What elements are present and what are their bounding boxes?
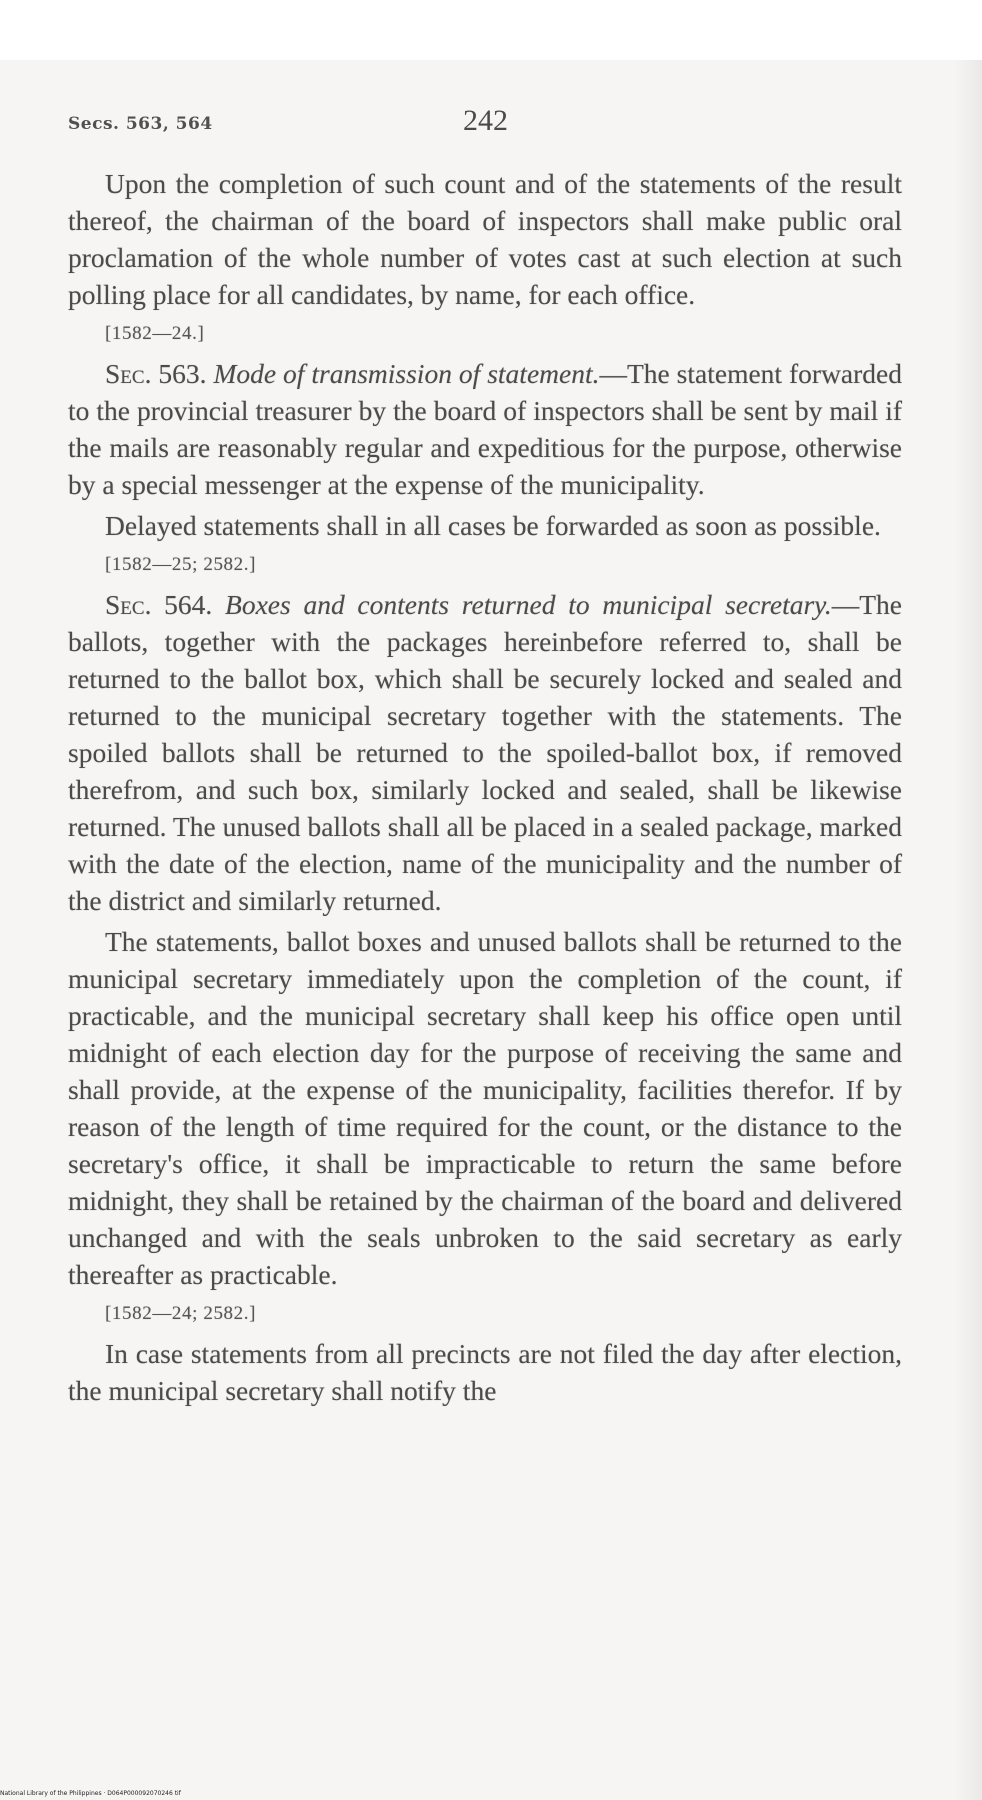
section-label: Sec. 564.	[105, 589, 213, 620]
paragraph-return-timing: The statements, ballot boxes and unused ballots shall be returned to the municipal secretary immediately upon the completion of the count, if practicable, and the municipal secretary shall keep his office open until midnight of each election day for the purpose of receiving the same and shall provide, at the expense of the municipality, facilities therefor. If by reason of the length of time required for the count, or the distance to the secretary's office, it shall be impracticable to return the same before midnight, they shall be retained by the chairman of the board and delivered unchanged and with the seals unbroken to the said secretary as early thereafter as practicable.	[68, 926, 902, 1290]
citation: [1582—24.]	[105, 323, 205, 344]
section-563	[68, 355, 902, 503]
page-header	[68, 104, 902, 140]
paragraph-proclamation: Upon the completion of such count and of the statements of the result thereof, the chairman of the board of inspectors shall make public oral proclamation of the whole number of votes cast at such election at such polling place for all candidates, by name, for each office.	[68, 168, 902, 310]
citation: [1582—24; 2582.]	[105, 1303, 257, 1324]
section-title: Mode of transmission of statement.	[213, 358, 600, 389]
section-text: —The ballots, together with the packages hereinbefore referred to, shall be returned to the ballot box, which shall be securely locked and sealed and returned to the municipal secretary together with the statements. The spoiled ballots shall be returned to the spoiled-ballot box, if removed therefrom, and such box, similarly locked and sealed, shall be likewise returned. The unused ballots shall all be placed in a sealed package, marked with the date of the election, name of the municipality and the number of the district and similarly returned.	[68, 589, 902, 916]
section-564	[68, 586, 902, 919]
page-number: 242	[463, 104, 508, 137]
citation: [1582—25; 2582.]	[105, 554, 257, 575]
section-reference: Secs. 563, 564	[68, 114, 213, 134]
page-body	[68, 165, 902, 1413]
section-title: Boxes and contents returned to municipal secretary.	[225, 589, 832, 620]
section-label: Sec. 563.	[105, 358, 207, 389]
section-text: —The statement forwarded to the provincial treasurer by the board of inspectors shall be sent by mail if the mails are reasonably regular and expeditious for the purpose, otherwise by a special messenger at the expense of the municipality.	[68, 358, 902, 500]
scan-credit: National Library of the Philippines · D064P000092070246 tif	[0, 1790, 181, 1797]
paragraph-notification: In case statements from all precincts are not filed the day after election, the municipal secretary shall notify the	[68, 1338, 902, 1406]
paragraph-delayed-statements: Delayed statements shall in all cases be forwarded as soon as possible.	[105, 510, 881, 541]
